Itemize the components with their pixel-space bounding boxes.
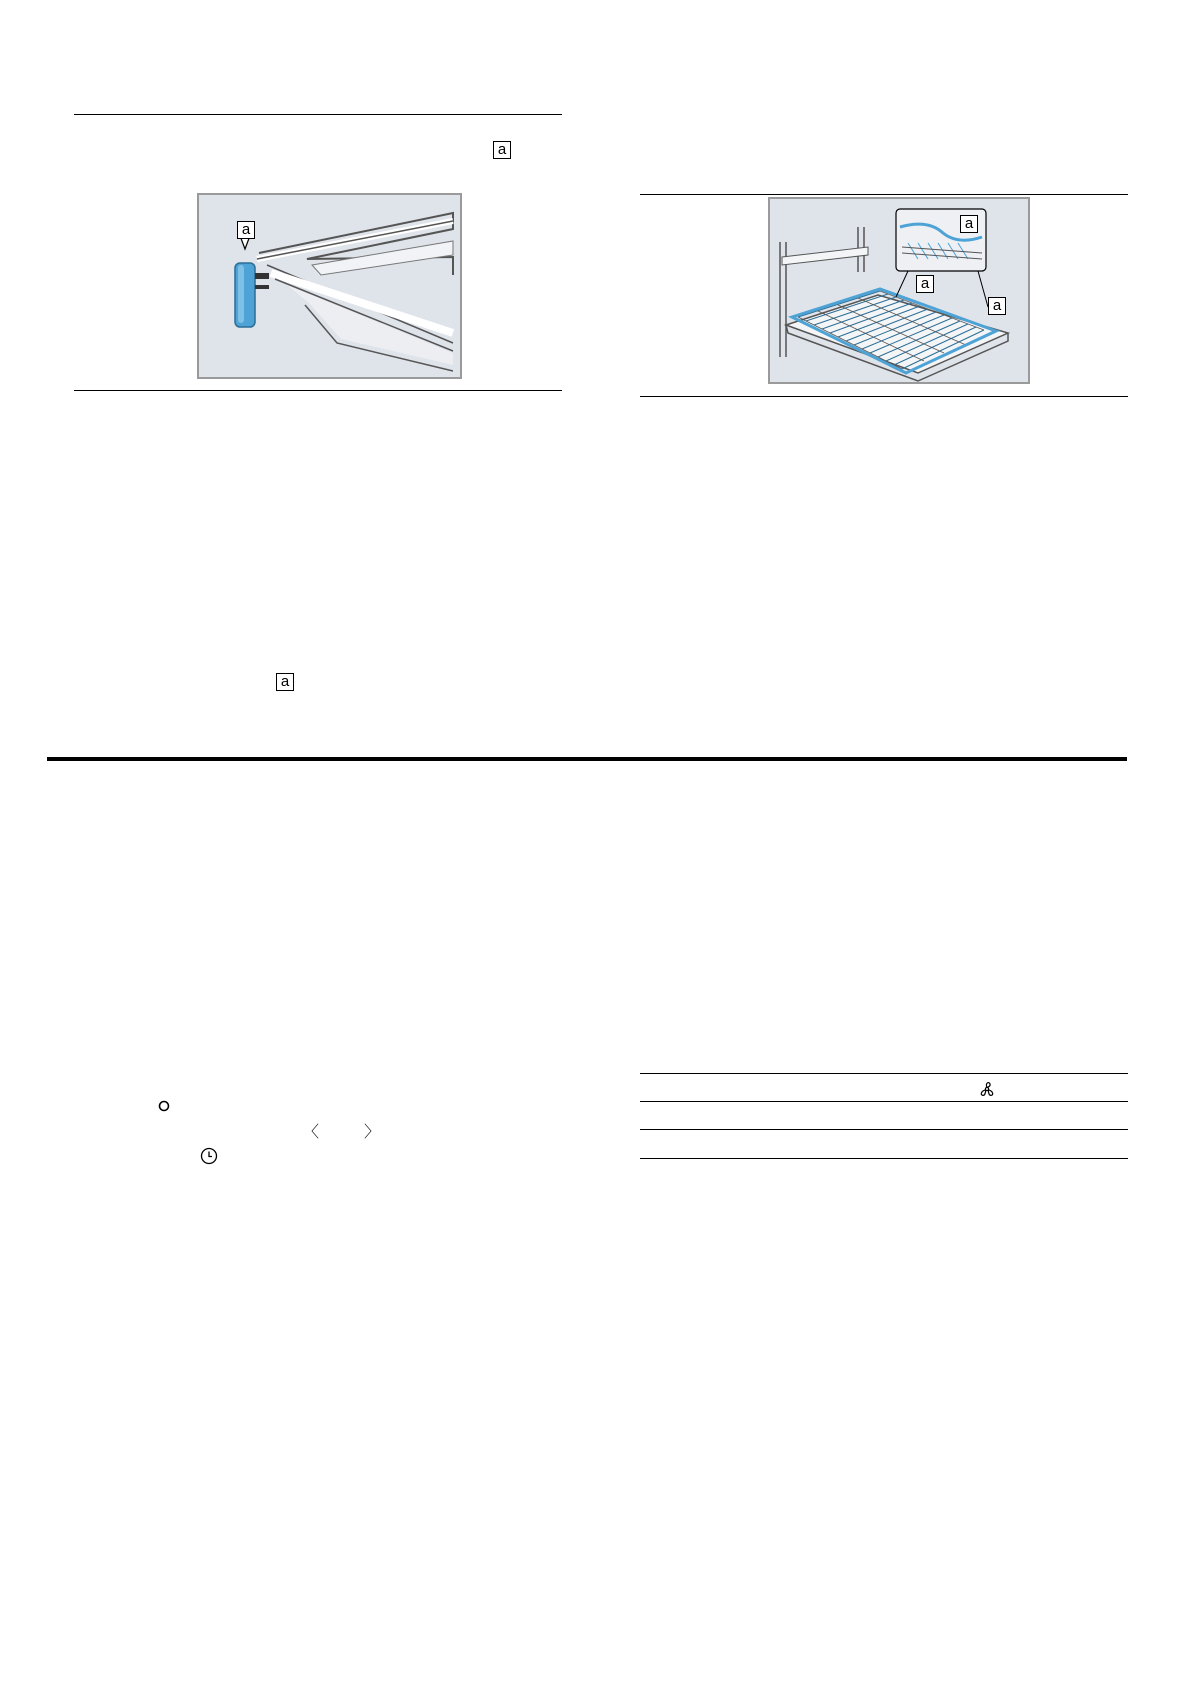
left-angle-glyph: 〈 xyxy=(303,1124,320,1141)
figure-callout-a-inset: a xyxy=(960,215,978,233)
oven-rack-clip-figure xyxy=(197,193,462,379)
table-row-rule-1 xyxy=(640,1101,1128,1102)
fan-icon xyxy=(976,1080,998,1098)
o-circle-icon xyxy=(158,1100,170,1112)
table-row-rule-2 xyxy=(640,1129,1128,1130)
right-figure-bottom-rule xyxy=(640,396,1128,397)
figure-callout-a-middle: a xyxy=(916,275,934,293)
table-bottom-rule xyxy=(640,1158,1128,1159)
inline-callout-a: a xyxy=(493,141,511,159)
rack-on-tray-figure xyxy=(768,197,1030,384)
clock-icon xyxy=(200,1147,218,1165)
right-angle-glyph: 〉 xyxy=(364,1124,381,1141)
inline-callout-a-lower: a xyxy=(276,673,294,691)
section-divider xyxy=(47,757,1127,761)
left-figure-top-rule xyxy=(74,114,562,115)
figure-callout-a-right: a xyxy=(988,297,1006,315)
figure-callout-a: a xyxy=(237,221,255,239)
left-figure-bottom-rule xyxy=(74,390,562,391)
oven-rack-on-baking-tray-illustration xyxy=(768,197,1030,384)
right-figure-top-rule xyxy=(640,194,1128,195)
table-top-rule xyxy=(640,1073,1128,1074)
